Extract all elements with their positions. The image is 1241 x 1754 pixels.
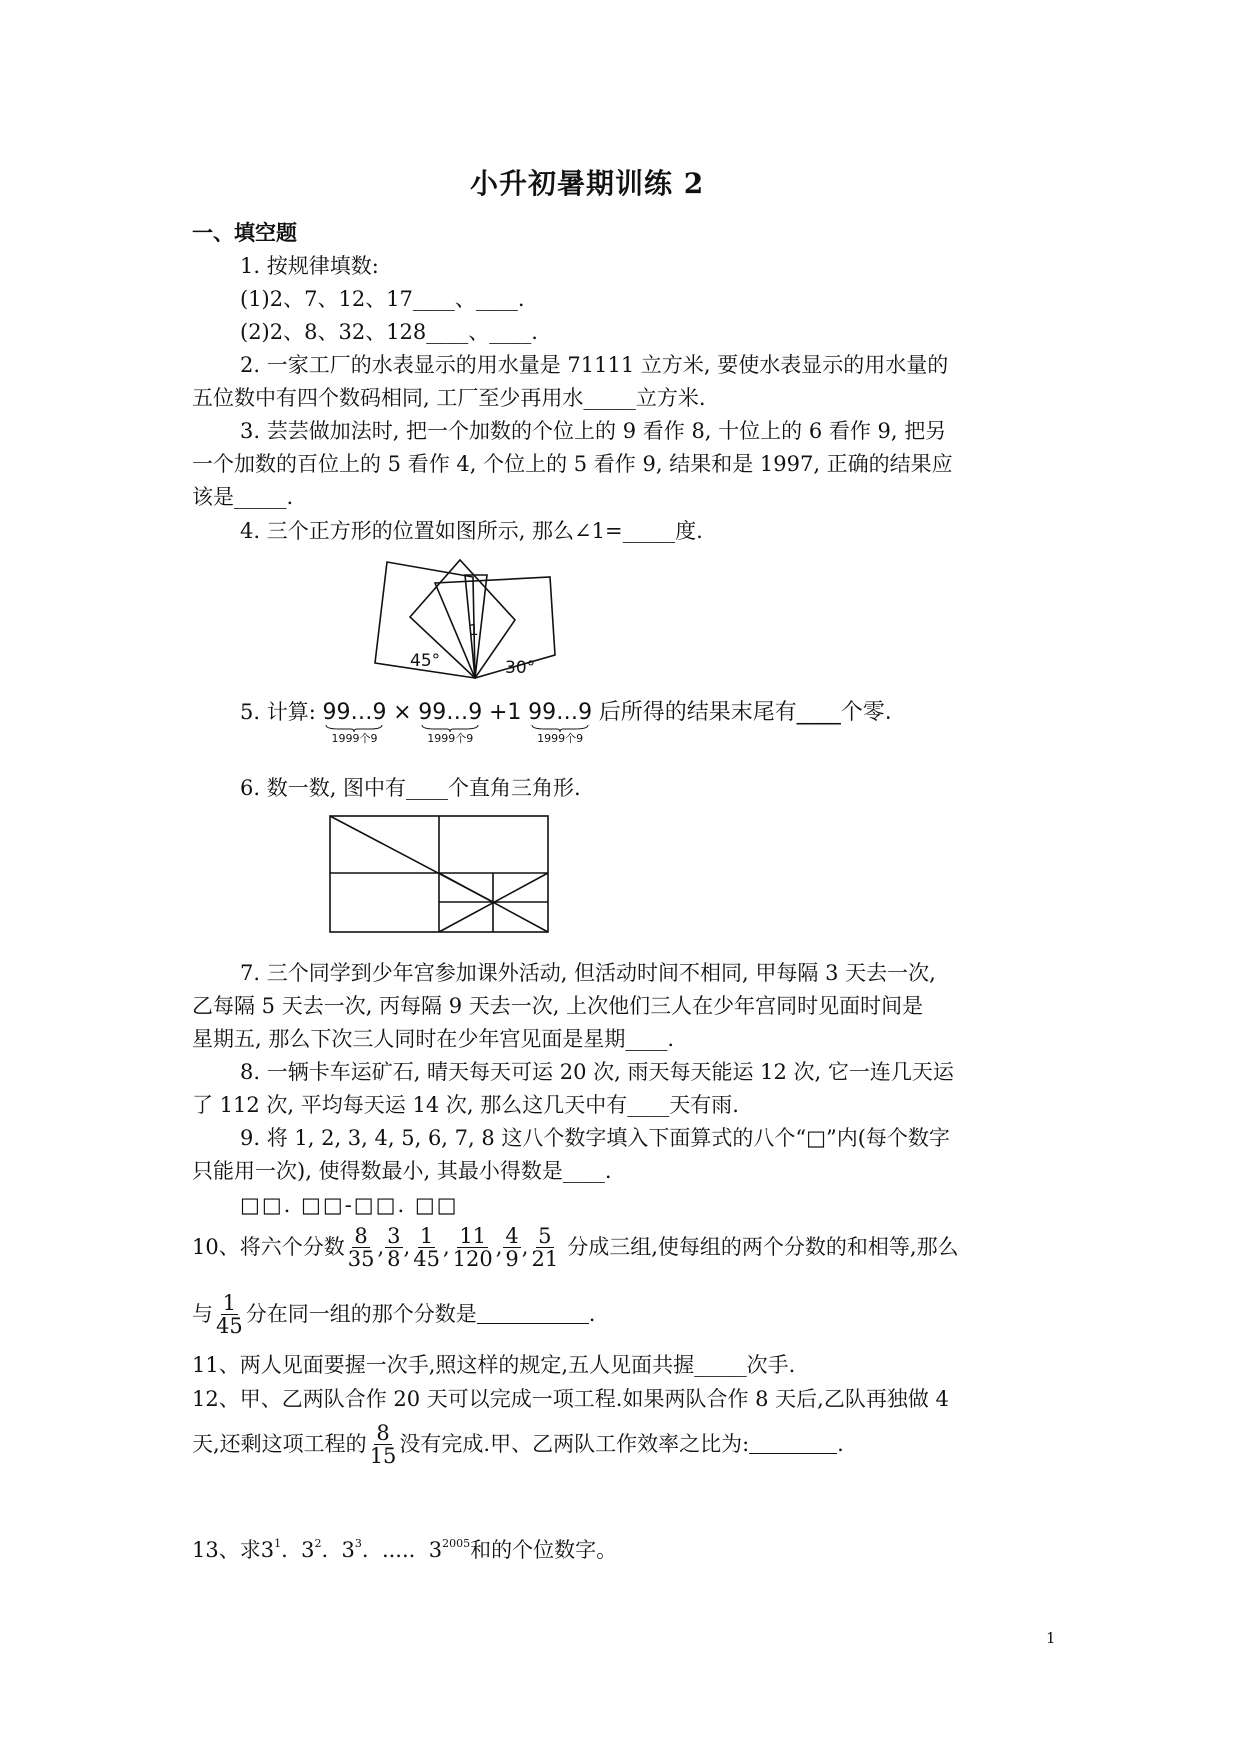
q5-brace-label-3: 1999个9 bbox=[537, 732, 584, 745]
q2-line1: 2. 一家工厂的水表显示的用水量是 71111 立方米, 要使水表显示的用水量的 bbox=[240, 353, 949, 377]
q5-suffix: 后所得的结果末尾有____个零. bbox=[598, 700, 892, 725]
q12-line1: 12、甲、乙两队合作 20 天可以完成一项工程.如果两队合作 8 天后,乙队再独做 4 bbox=[192, 1387, 949, 1411]
q13-line: 13、求$3^1$. $3^2$. $3^3$. ..... $3^{2005}$和的个位数字。 bbox=[192, 1537, 618, 1562]
q5-term-2-value: 99…9 bbox=[418, 700, 483, 725]
q10-line2: 与 $\frac{1}{45}$ 分在同一组的那个分数是 . bbox=[192, 1291, 596, 1339]
section-heading: 一、填空题 bbox=[192, 220, 297, 245]
q3-line2: 一个加数的百位上的 5 看作 4, 个位上的 5 看作 9, 结果和是 1997, 正确的结果应 bbox=[192, 452, 953, 476]
q5-brace-label-1: 1999个9 bbox=[331, 732, 378, 745]
q2-line2: 五位数中有四个数码相同, 工厂至少再用水_____立方米. bbox=[192, 386, 706, 410]
q5-line bbox=[240, 702, 892, 744]
q12-line2-prefix: 天,还剩这项工程的 bbox=[192, 1432, 367, 1457]
q1-part-b: (2)2、8、32、128____、____. bbox=[240, 320, 538, 344]
q10-line2-prefix: 与 bbox=[192, 1302, 213, 1327]
three-squares-figure bbox=[365, 555, 585, 690]
q5-brace-label-2: 1999个9 bbox=[427, 732, 474, 745]
q7-line1: 7. 三个同学到少年宫参加课外活动, 但活动时间不相同, 甲每隔 3 天去一次, bbox=[240, 961, 936, 985]
q11-text: 11、两人见面要握一次手,照这样的规定,五人见面共握_____次手. bbox=[192, 1353, 796, 1377]
q5-prefix: 5. 计算: bbox=[240, 700, 316, 724]
q8-line2: 了 112 次, 平均每天运 14 次, 那么这几天中有____天有雨. bbox=[192, 1093, 739, 1117]
q7-line3: 星期五, 那么下次三人同时在少年宫见面是星期____. bbox=[192, 1027, 675, 1051]
q9-line1: 9. 将 1, 2, 3, 4, 5, 6, 7, 8 这八个数字填入下面算式的八个“□”内(每个数字 bbox=[240, 1126, 950, 1150]
q6-text: 6. 数一数, 图中有____个直角三角形. bbox=[240, 776, 581, 800]
q5-term-1-value: 99…9 bbox=[322, 700, 387, 725]
q10-fraction-5: $\frac{4}{9}$ bbox=[505, 1224, 519, 1272]
q10-fraction-6: $\frac{5}{21}$ bbox=[531, 1224, 559, 1272]
answer-blank bbox=[749, 1435, 837, 1454]
q3-line3: 该是_____. bbox=[192, 485, 294, 509]
q10-line2-suffix: 分在同一组的那个分数是 bbox=[245, 1302, 477, 1327]
q10-fraction-2: $\frac{3}{8}$ bbox=[387, 1224, 401, 1272]
right-triangles-figure bbox=[329, 815, 551, 935]
q3-line1: 3. 芸芸做加法时, 把一个加数的个位上的 9 看作 8, 十位上的 6 看作 9, 把另 bbox=[240, 419, 947, 443]
q10-fraction-4: $\frac{11}{120}$ bbox=[452, 1224, 493, 1272]
page-number: 1 bbox=[1046, 1629, 1056, 1647]
q4-text: 4. 三个正方形的位置如图所示, 那么∠1=_____度. bbox=[240, 519, 703, 543]
q10-line2-fraction: $\frac{1}{45}$ bbox=[216, 1291, 243, 1339]
label-angle-1: 1 bbox=[469, 621, 479, 639]
label-30: 30° bbox=[505, 658, 536, 678]
q10-fraction-3: $\frac{1}{45}$ bbox=[413, 1224, 440, 1272]
q8-line1: 8. 一辆卡车运矿石, 晴天每天可运 20 次, 雨天每天能运 12 次, 它一连几天运 bbox=[240, 1060, 954, 1084]
right-square bbox=[435, 577, 555, 678]
q10-line1: 10、将六个分数 $\frac{8}{35}$ , $\frac{3}{8}$ , $\frac{1}{45}$ , $\frac{11}{120}$ , $\frac{4}{9}$ , $\frac{5}{21}$ 分成三组,使每组的两个分数的和相等,那么 bbox=[192, 1224, 959, 1272]
q12-line2: 天,还剩这项工程的 $\frac{8}{15}$ 没有完成.甲、乙两队工作效率之比为: . bbox=[192, 1421, 844, 1469]
q5-term-1 bbox=[322, 702, 386, 744]
answer-blank bbox=[477, 1305, 589, 1324]
q9-line2: 只能用一次), 使得数最小, 其最小得数是____. bbox=[192, 1159, 612, 1183]
q1-part-a: (1)2、7、12、17____、____. bbox=[240, 287, 525, 311]
q5-term-3-value: 99…9 bbox=[528, 700, 593, 725]
q10-suffix: 分成三组,使每组的两个分数的和相等,那么 bbox=[567, 1235, 959, 1260]
q5-plus: +1 bbox=[488, 700, 522, 725]
q9-expression: □□. □□-□□. □□ bbox=[240, 1193, 459, 1217]
page-title: 小升初暑期训练 2 bbox=[470, 167, 705, 200]
q1-stem: 1. 按规律填数: bbox=[240, 254, 379, 278]
q12-fraction: $\frac{8}{15}$ bbox=[369, 1421, 397, 1469]
q12-line2-suffix: 没有完成.甲、乙两队工作效率之比为: bbox=[399, 1432, 750, 1457]
q10-prefix: 10、将六个分数 bbox=[192, 1235, 345, 1260]
q10-fraction-1: $\frac{8}{35}$ bbox=[347, 1224, 375, 1272]
q5-times: × bbox=[393, 700, 412, 725]
q5-term-2 bbox=[418, 702, 482, 744]
q5-term-3 bbox=[528, 702, 592, 744]
label-45: 45° bbox=[410, 651, 441, 671]
q7-line2: 乙每隔 5 天去一次, 丙每隔 9 天去一次, 上次他们三人在少年宫同时见面时间是 bbox=[192, 994, 924, 1018]
